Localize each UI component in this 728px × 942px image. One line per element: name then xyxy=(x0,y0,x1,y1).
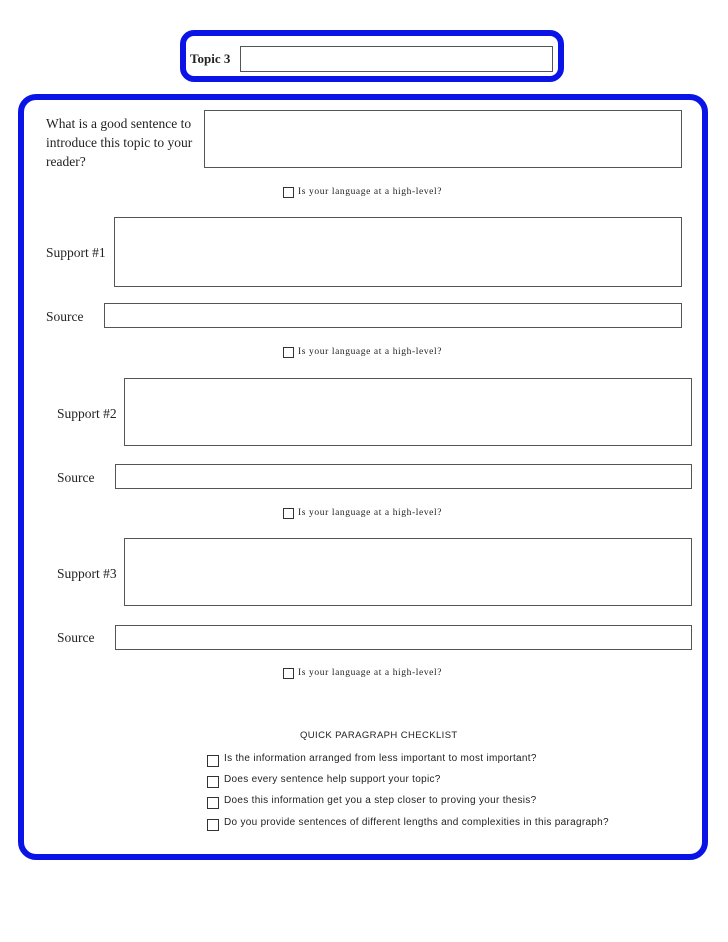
high-level-checkbox-1[interactable] xyxy=(283,187,294,198)
topic-input[interactable] xyxy=(240,46,553,72)
source-3-label: Source xyxy=(57,630,95,645)
checklist-checkbox-1[interactable] xyxy=(207,755,219,767)
source-3-input[interactable] xyxy=(115,625,692,650)
high-level-check-label-2: Is your language at a high-level? xyxy=(298,347,443,357)
high-level-checkbox-3[interactable] xyxy=(283,508,294,519)
checklist-checkbox-3[interactable] xyxy=(207,797,219,809)
source-2-label: Source xyxy=(57,470,95,485)
source-1-input[interactable] xyxy=(104,303,682,328)
high-level-check-label-4: Is your language at a high-level? xyxy=(298,668,443,678)
checklist-title: QUICK PARAGRAPH CHECKLIST xyxy=(300,730,458,741)
checklist-checkbox-2[interactable] xyxy=(207,776,219,788)
topic-label: Topic 3 xyxy=(190,51,231,66)
high-level-check-label-3: Is your language at a high-level? xyxy=(298,508,443,518)
checklist-item-4: Do you provide sentences of different lengths and complexities in this paragraph? xyxy=(224,817,609,828)
support-3-label: Support #3 xyxy=(57,566,117,581)
checklist-item-3: Does this information get you a step closer to proving your thesis? xyxy=(224,795,537,806)
support-1-input[interactable] xyxy=(114,217,682,287)
source-1-label: Source xyxy=(46,309,84,324)
high-level-checkbox-4[interactable] xyxy=(283,668,294,679)
checklist-checkbox-4[interactable] xyxy=(207,819,219,831)
checklist-item-1: Is the information arranged from less important to most important? xyxy=(224,753,537,764)
support-3-input[interactable] xyxy=(124,538,692,606)
support-1-label: Support #1 xyxy=(46,245,106,260)
intro-sentence-input[interactable] xyxy=(204,110,682,168)
support-2-input[interactable] xyxy=(124,378,692,446)
high-level-check-label-1: Is your language at a high-level? xyxy=(298,187,443,197)
intro-question-label: What is a good sentence to introduce this topic to your reader? xyxy=(46,116,193,169)
high-level-checkbox-2[interactable] xyxy=(283,347,294,358)
source-2-input[interactable] xyxy=(115,464,692,489)
support-2-label: Support #2 xyxy=(57,406,117,421)
checklist-item-2: Does every sentence help support your topic? xyxy=(224,774,441,785)
